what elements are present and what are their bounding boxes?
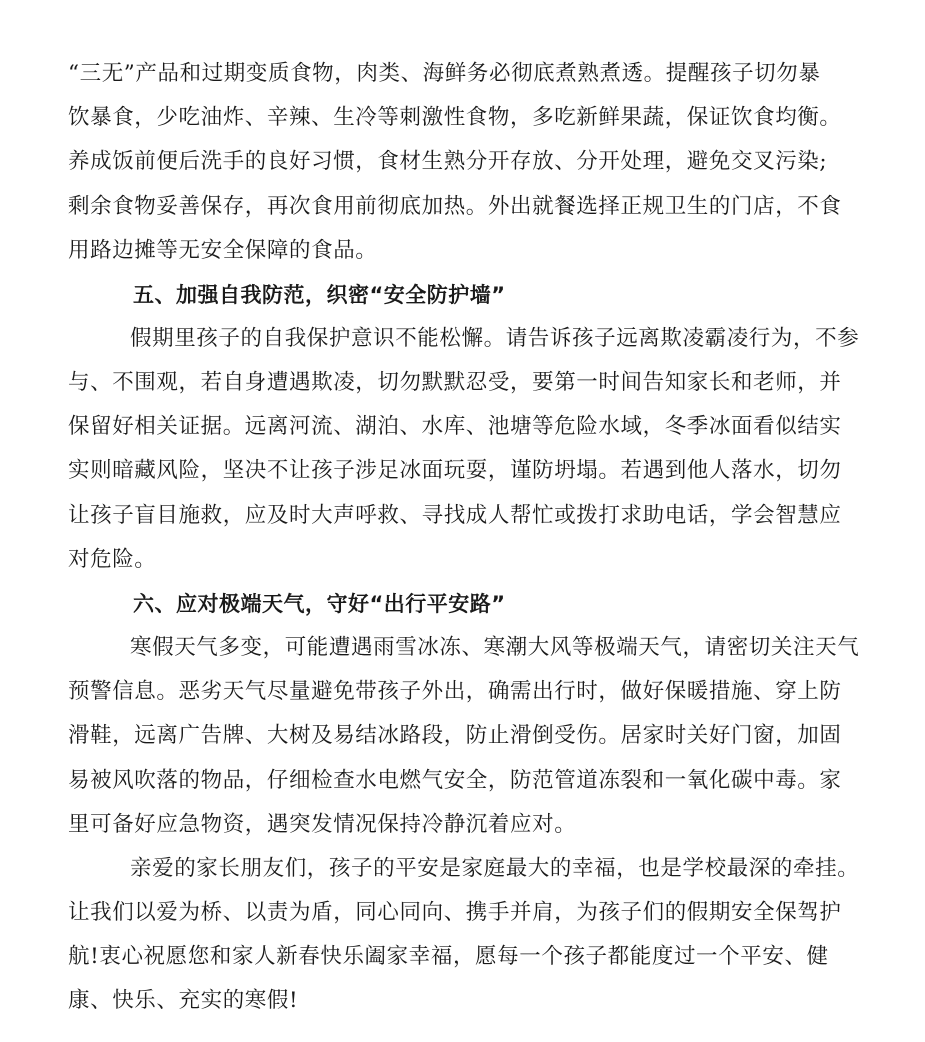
paragraph-line: 饮暴食，少吃油炸、辛辣、生冷等刺激性食物，多吃新鲜果蔬，保证饮食均衡。 [68,105,842,130]
paragraph-line: “三无”产品和过期变质食物，肉类、海鲜务必彻底煮熟煮透。提醒孩子切勿暴 [68,61,821,86]
section-heading-6: 六、应对极端天气，守好“出行平安路” [133,592,506,616]
paragraph-line: 用路边摊等无安全保障的食品。 [68,238,378,263]
paragraph-line: 寒假天气多变，可能遭遇雨雪冰冻、寒潮大风等极端天气，请密切关注天气 [130,635,860,660]
paragraph-line: 养成饭前便后洗手的良好习惯，食材生熟分开存放、分开处理，避免交叉污染; [68,149,828,174]
paragraph-line: 航!衷心祝愿您和家人新春快乐阖家幸福，愿每一个孩子都能度过一个平安、健 [68,944,829,969]
paragraph-line: 滑鞋，远离广告牌、大树及易结冰路段，防止滑倒受伤。居家时关好门窗，加固 [68,723,842,748]
section-heading-5: 五、加强自我防范，织密“安全防护墙” [133,283,506,307]
paragraph-line: 实则暗藏风险，坚决不让孩子涉足冰面玩耍，谨防坍塌。若遇到他人落水，切勿 [68,458,842,483]
paragraph-line: 剩余食物妥善保存，再次食用前彻底加热。外出就餐选择正规卫生的门店，不食 [68,194,842,219]
paragraph-line: 保留好相关证据。远离河流、湖泊、水库、池塘等危险水域，冬季冰面看似结实 [68,414,842,439]
paragraph-line: 预警信息。恶劣天气尽量避免带孩子外出，确需出行时，做好保暖措施、穿上防 [68,679,842,704]
paragraph-line: 与、不围观，若自身遭遇欺凌，切勿默默忍受，要第一时间告知家长和老师，并 [68,370,842,395]
paragraph-line: 让我们以爱为桥、以责为盾，同心同向、携手并肩，为孩子们的假期安全保驾护 [68,900,842,925]
paragraph-line: 易被风吹落的物品，仔细检查水电燃气安全，防范管道冻裂和一氧化碳中毒。家 [68,768,842,793]
paragraph-line: 对危险。 [68,547,157,572]
paragraph-line: 康、快乐、充实的寒假! [68,988,299,1013]
paragraph-line: 假期里孩子的自我保护意识不能松懈。请告诉孩子远离欺凌霸凌行为，不参 [130,326,860,351]
paragraph-line: 亲爱的家长朋友们，孩子的平安是家庭最大的幸福，也是学校最深的牵挂。 [130,856,860,881]
paragraph-line: 里可备好应急物资，遇突发情况保持冷静沉着应对。 [68,812,577,837]
paragraph-line: 让孩子盲目施救，应及时大声呼救、寻找成人帮忙或拨打求助电话，学会智慧应 [68,503,842,528]
